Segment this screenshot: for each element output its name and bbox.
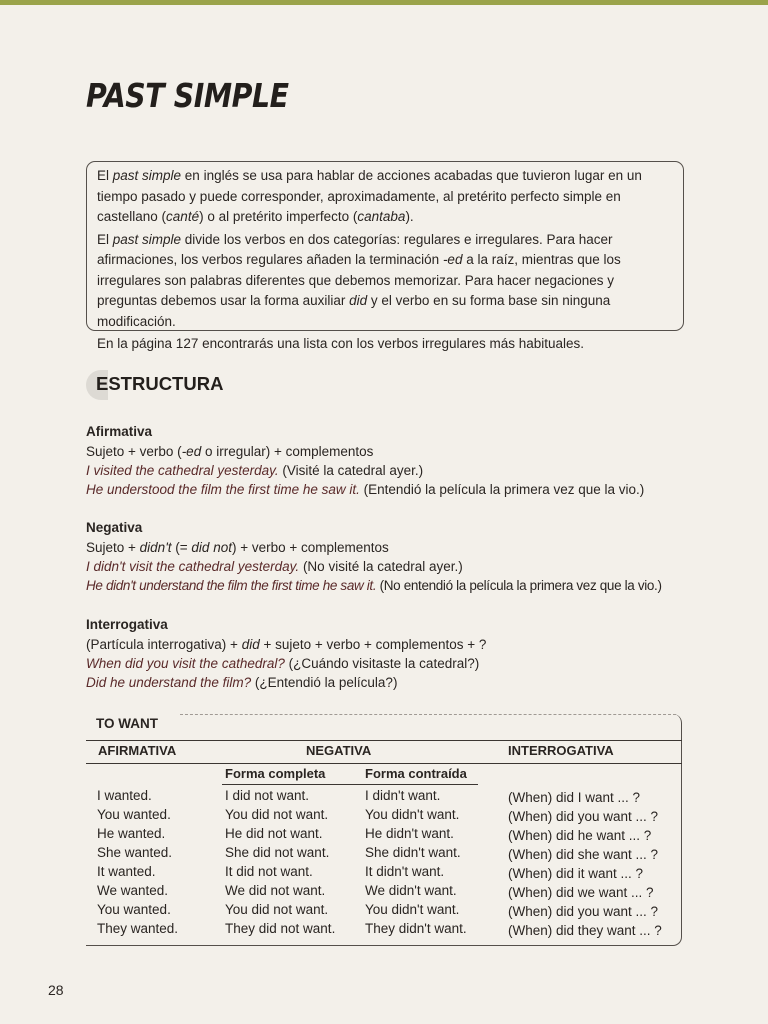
italic-term: -ed — [442, 252, 463, 267]
text-run: o irregular) + complementos — [201, 444, 374, 459]
text-run: a la raíz, mientras que los irregulares son palabras diferentes que debemos memorizar. Para hacer negaciones y preguntas debemos usar la forma auxiliar — [97, 252, 621, 308]
example-spanish: (No entendió la película la primera vez que la vio.) — [376, 578, 662, 593]
table-cell: He didn't want. — [365, 826, 454, 841]
italic-term: did — [349, 293, 368, 308]
afirmativa-example-2 — [86, 480, 644, 499]
italic-term: past simple — [112, 231, 182, 247]
afirmativa-label: Afirmativa — [86, 424, 153, 439]
column-forma-completa — [225, 786, 335, 938]
table-cell: You wanted. — [97, 807, 171, 822]
subheader-rule — [222, 784, 478, 785]
example-english: I visited the cathedral yesterday. — [86, 463, 279, 478]
interrogativa-block — [86, 615, 486, 692]
table-top-rule — [180, 714, 676, 715]
text-run: En la página 127 encontrarás una lista con los verbos irregulares más habituales. — [97, 336, 585, 351]
italic-term: past simple — [112, 168, 182, 183]
table-cell: (When) did we want ... ? — [508, 885, 654, 900]
table-cell: (When) did it want ... ? — [508, 866, 644, 881]
example-spanish: (¿Entendió la película?) — [251, 675, 398, 690]
table-cell: (When) did I want ... ? — [508, 790, 641, 805]
table-cell: You wanted. — [97, 902, 171, 917]
table-cell: You did not want. — [225, 902, 329, 917]
table-cell: (When) did she want ... ? — [508, 847, 659, 862]
table-header-rule — [86, 740, 682, 741]
intro-paragraph-2 — [97, 230, 675, 333]
example-spanish: (¿Cuándo visitaste la catedral?) — [284, 656, 480, 671]
table-header-rule-bottom — [86, 763, 682, 764]
negativa-label: Negativa — [86, 520, 143, 535]
text-run: + sujeto + verbo + complementos + ? — [259, 637, 487, 652]
header-interrogativa: INTERROGATIVA — [508, 743, 614, 758]
italic-term: did not — [191, 540, 232, 555]
interrogativa-formula — [86, 635, 486, 654]
section-heading — [86, 370, 224, 400]
intro-paragraph-1 — [97, 166, 675, 228]
table-cell: I wanted. — [97, 788, 152, 803]
negativa-example-1 — [86, 557, 662, 576]
italic-term: did — [241, 637, 260, 652]
table-cell: It didn't want. — [365, 864, 445, 879]
table-cell: It wanted. — [97, 864, 156, 879]
example-english: I didn't visit the cathedral yesterday. — [86, 559, 300, 574]
column-interrogativa — [508, 788, 662, 940]
example-english: Did he understand the film? — [86, 675, 252, 690]
table-cell: (When) did he want ... ? — [508, 828, 652, 843]
example-english: When did you visit the cathedral? — [86, 656, 285, 671]
text-run: (Partícula interrogativa) + — [86, 637, 242, 652]
page-number: 28 — [48, 982, 64, 998]
header-negativa: NEGATIVA — [306, 743, 372, 758]
subheader-forma-completa: Forma completa — [225, 766, 326, 781]
table-cell: You didn't want. — [365, 807, 460, 822]
table-cell: We didn't want. — [365, 883, 457, 898]
italic-term: didn't — [139, 540, 172, 555]
text-run: ). — [405, 209, 414, 224]
negativa-example-2 — [86, 576, 662, 595]
example-spanish: (Entendió la película la primera vez que la vio.) — [359, 482, 645, 497]
text-run: ) + verbo + complementos — [231, 540, 389, 555]
interrogativa-example-2 — [86, 673, 486, 692]
text-run: ) o al pretérito imperfecto ( — [199, 209, 358, 224]
column-forma-contraida — [365, 786, 467, 938]
table-cell: We did not want. — [225, 883, 326, 898]
table-cell: They didn't want. — [365, 921, 467, 936]
table-cell: (When) did you want ... ? — [508, 904, 659, 919]
top-color-band — [0, 0, 768, 5]
table-cell: It did not want. — [225, 864, 313, 879]
negativa-formula — [86, 538, 662, 557]
italic-term: -ed — [181, 444, 202, 459]
example-english: He didn't understand the film the first time he saw it. — [86, 578, 377, 593]
afirmativa-example-1 — [86, 461, 644, 480]
table-cell: (When) did you want ... ? — [508, 809, 659, 824]
negativa-block — [86, 518, 662, 595]
example-english: He understood the film the first time he saw it. — [86, 482, 360, 497]
intro-box — [86, 161, 684, 351]
text-run: y el verbo en su forma base sin ninguna modificación. — [97, 293, 611, 329]
subheader-forma-contraida: Forma contraída — [365, 766, 467, 781]
header-afirmativa: AFIRMATIVA — [98, 743, 177, 758]
italic-term: cantaba — [357, 209, 406, 224]
table-cell: He wanted. — [97, 826, 166, 841]
text-run: (= — [171, 540, 192, 555]
table-cell: She didn't want. — [365, 845, 461, 860]
text-run: El — [97, 231, 113, 247]
afirmativa-block — [86, 422, 644, 499]
example-spanish: (Visité la catedral ayer.) — [278, 463, 424, 478]
table-cell: (When) did they want ... ? — [508, 923, 662, 938]
afirmativa-formula — [86, 442, 644, 461]
table-cell: I didn't want. — [365, 788, 441, 803]
text-run: Sujeto + verbo ( — [86, 444, 182, 459]
text-run: El — [97, 168, 113, 183]
table-cell: He did not want. — [225, 826, 323, 841]
section-title: ESTRUCTURA — [96, 373, 224, 394]
table-cell: You did not want. — [225, 807, 329, 822]
table-cell: They wanted. — [97, 921, 179, 936]
interrogativa-label: Interrogativa — [86, 617, 168, 632]
example-spanish: (No visité la catedral ayer.) — [299, 559, 463, 574]
table-cell: We wanted. — [97, 883, 169, 898]
page-title: PAST SIMPLE — [86, 76, 289, 115]
italic-term: canté — [166, 209, 200, 224]
text-run: en inglés se usa para hablar de acciones acabadas que tuvieron lugar en un tiempo pasado y puede corresponder, aproximadamente, al pretérito perfecto simple en castellano ( — [97, 168, 642, 224]
column-afirmativa — [97, 786, 178, 938]
table-cell: She did not want. — [225, 845, 330, 860]
intro-paragraph-3 — [97, 334, 675, 355]
text-run: divide los verbos en dos categorías: regulares e irregulares. Para hacer afirmaciones, los verbos regulares añaden la terminación — [97, 231, 613, 267]
table-cell: She wanted. — [97, 845, 173, 860]
table-title: TO WANT — [96, 716, 158, 731]
interrogativa-example-1 — [86, 654, 486, 673]
table-cell: You didn't want. — [365, 902, 460, 917]
table-cell: I did not want. — [225, 788, 310, 803]
table-cell: They did not want. — [225, 921, 336, 936]
text-run: Sujeto + — [86, 540, 140, 555]
